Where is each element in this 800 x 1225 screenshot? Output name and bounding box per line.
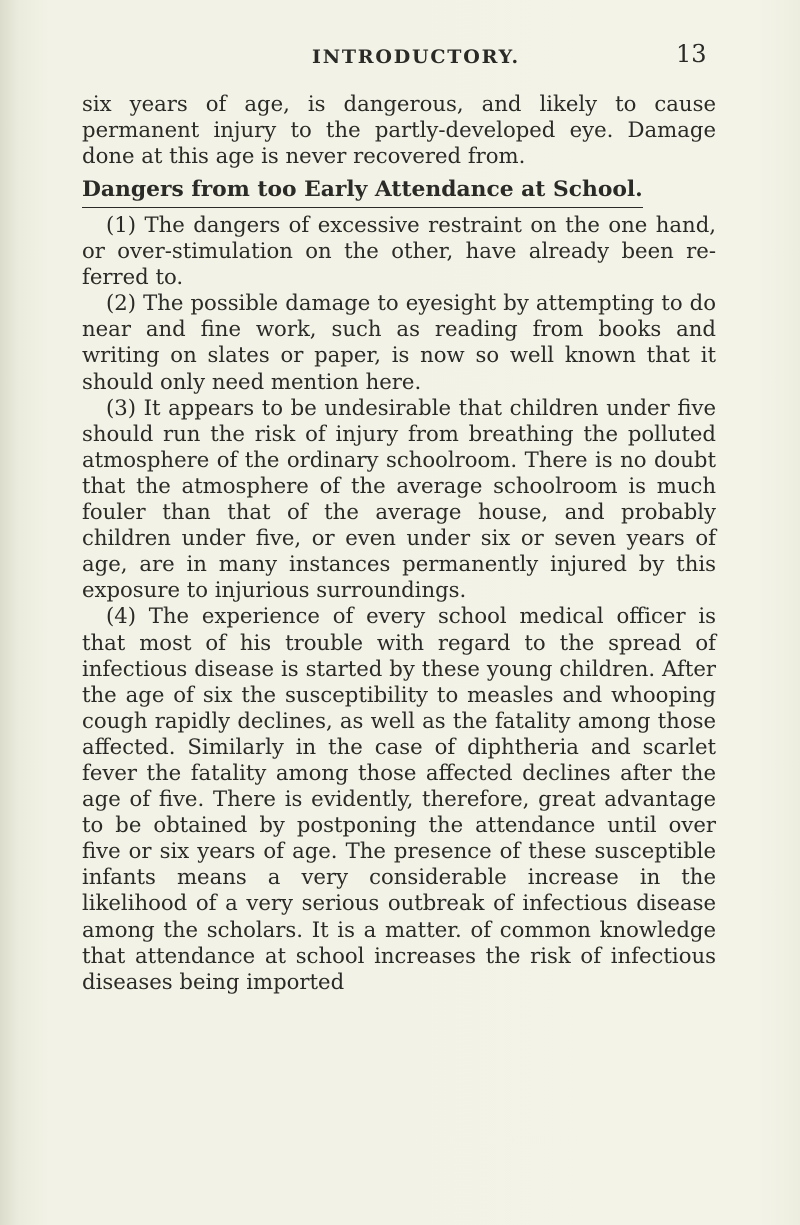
section-heading-text: Dangers from too Early Attendance at School. xyxy=(82,175,643,208)
section-heading xyxy=(82,175,716,208)
numbered-paragraphs xyxy=(82,212,716,995)
page-number: 13 xyxy=(676,40,707,68)
paragraph-1: (1) The dangers of excessive restraint on the one hand, or over-stimulation on the other, have already been re-ferred to. xyxy=(82,212,716,290)
paragraph-2: (2) The possible damage to eyesight by attempting to do near and fine work, such as reading from books and writing on slates or paper, is now so well known that it should only need mention here. xyxy=(82,290,716,394)
running-head xyxy=(0,40,800,80)
paragraph-3: (3) It appears to be undesirable that children under five should run the risk of injury from breathing the polluted atmosphere of the ordinary schoolroom. There is no doubt that the atmosphere of the average schoolroom is much fouler than that of the average house, and probably children under five, or even under six or seven years of age, are in many instances permanently injured by this exposure to injurious surroundings. xyxy=(82,394,716,603)
intro-paragraph-block xyxy=(82,91,716,169)
intro-paragraph: six years of age, is dangerous, and likely to cause permanent injury to the partly-developed eye. Damage done at this age is never recovered from. xyxy=(82,91,716,169)
running-head-title: INTRODUCTORY. xyxy=(312,46,520,68)
paragraph-4: (4) The experience of every school medical officer is that most of his trouble with regard to the spread of infectious disease is started by these young children. After the age of six the susceptibility to measles and whooping cough rapidly declines, as well as the fatality among those affected. Similarly in the case of diphtheria and scarlet fever the fatality among those affected declines after the age of five. There is evidently, therefore, great advantage to be obtained by postponing the attendance until over five or six years of age. The presence of these susceptible infants means a very considerable increase in the likelihood of a very serious outbreak of infectious disease among the scholars. It is a matter. of common knowledge that attendance at school increases the risk of infectious diseases being imported xyxy=(82,603,716,994)
